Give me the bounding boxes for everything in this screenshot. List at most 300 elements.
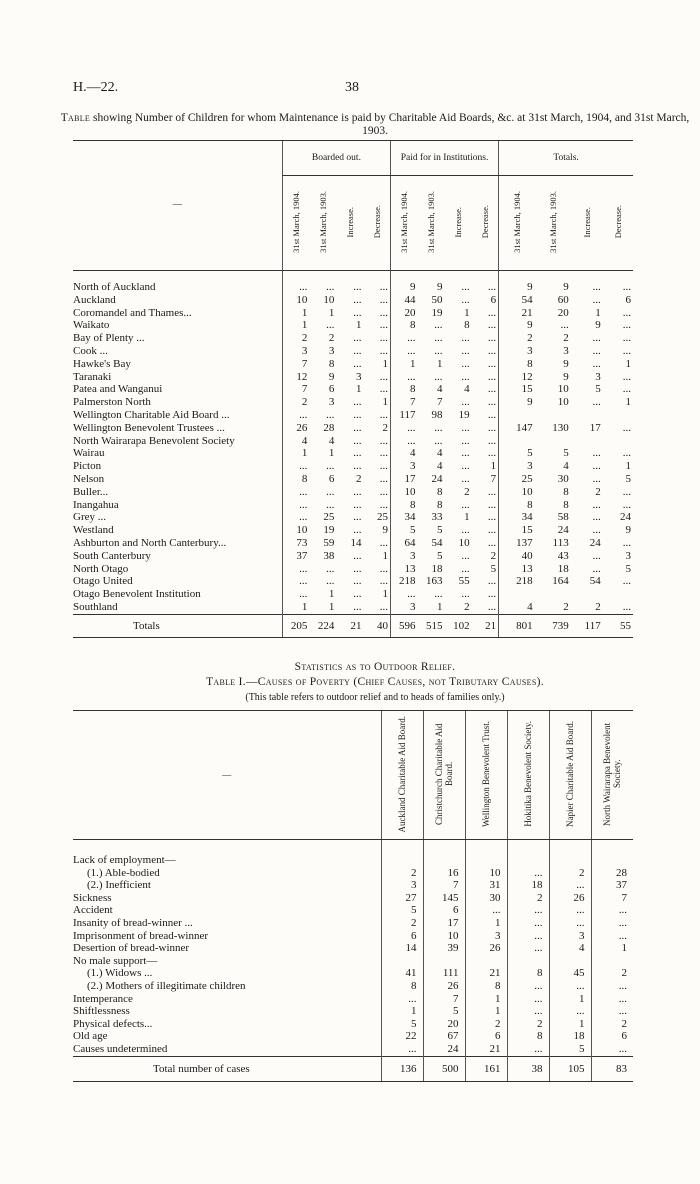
table-cell: ... bbox=[379, 370, 388, 383]
table-cell: ... bbox=[326, 460, 335, 473]
cause-name: Insanity of bread-winner ... bbox=[73, 916, 193, 929]
table-cell: ... bbox=[434, 370, 443, 383]
table-row bbox=[73, 383, 633, 396]
cause-name: No male support— bbox=[73, 954, 158, 967]
table-cell: ... bbox=[461, 332, 470, 345]
table-cell bbox=[465, 854, 507, 867]
total-cell: 40 bbox=[363, 614, 390, 637]
table-cell: ... bbox=[282, 511, 309, 524]
table-cell bbox=[591, 854, 633, 867]
table-row bbox=[73, 854, 633, 867]
table-cell: ... bbox=[461, 421, 470, 434]
table-cell: 25 bbox=[499, 473, 535, 486]
table-cell: 3 bbox=[390, 601, 417, 614]
table-cell bbox=[507, 854, 549, 867]
table-cell: ... bbox=[549, 980, 591, 993]
table-cell: 9 bbox=[499, 319, 535, 332]
table-cell: ... bbox=[487, 319, 497, 332]
table-cell: 54 bbox=[431, 536, 443, 549]
table-cell: 2 bbox=[591, 967, 633, 980]
table-cell: ... bbox=[487, 485, 497, 498]
table-cell: ... bbox=[379, 383, 388, 396]
table-cell: 25 bbox=[376, 511, 388, 524]
table-row bbox=[73, 307, 633, 320]
table-cell bbox=[549, 854, 591, 867]
table-cell: ... bbox=[487, 281, 497, 293]
table1-title-text: showing Number of Children for whom Maintenance is paid by Charitable Aid Boards, &c. at 31st March, 1904, and 31st March, 1903. bbox=[90, 112, 690, 137]
table-cell: 4 bbox=[437, 447, 443, 460]
table-cell: ... bbox=[622, 485, 631, 498]
district-name: Coromandel and Thames... bbox=[73, 306, 192, 319]
district-name: Wellington Charitable Aid Board ... bbox=[73, 408, 230, 421]
table-cell: ... bbox=[282, 575, 309, 588]
table-cell: 1 bbox=[382, 588, 388, 601]
table-cell: ... bbox=[592, 562, 601, 575]
table-cell: 9 bbox=[390, 281, 417, 294]
table-cell: 3 bbox=[390, 550, 417, 563]
table-cell: ... bbox=[353, 511, 362, 524]
table-cell: 5 bbox=[381, 904, 423, 917]
table-cell: 2 bbox=[464, 600, 470, 613]
cause-name: Accident bbox=[73, 904, 113, 917]
table-cell: ... bbox=[353, 281, 362, 293]
table-cell: ... bbox=[487, 396, 497, 409]
table-cell: 7 bbox=[390, 396, 417, 409]
table-cell: ... bbox=[390, 422, 417, 435]
table-row bbox=[73, 601, 633, 614]
column-header-label: 31st March, 1904. bbox=[399, 191, 410, 253]
district-name: Wellington Benevolent Trustees ... bbox=[73, 421, 225, 434]
table-cell: 2 bbox=[507, 892, 549, 905]
table-cell: 34 bbox=[499, 511, 535, 524]
table-cell: 8 bbox=[437, 485, 443, 498]
cause-name: Desertion of bread-winner bbox=[73, 942, 190, 955]
group-header-totals: Totals. bbox=[499, 141, 633, 176]
table-cell: 6 bbox=[328, 472, 335, 485]
table-cell: ... bbox=[379, 293, 388, 306]
table-cell: ... bbox=[353, 460, 362, 473]
table-cell: 3 bbox=[595, 370, 601, 383]
table-cell: 44 bbox=[390, 294, 417, 307]
table-cell: 1 bbox=[464, 306, 470, 319]
table-cell: ... bbox=[507, 1005, 549, 1018]
district-name: North Wairarapa Benevolent Society bbox=[73, 434, 235, 447]
table-cell: 2 bbox=[549, 867, 591, 880]
table-cell: 17 bbox=[390, 473, 417, 486]
table-cell: ... bbox=[461, 524, 470, 537]
table-cell: ... bbox=[282, 499, 309, 512]
table-cell: 1 bbox=[437, 357, 443, 370]
column-header-label: Increase. bbox=[344, 206, 355, 238]
table-cell: 9 bbox=[563, 370, 569, 383]
table-cell: 8 bbox=[381, 980, 423, 993]
table-cell: 1 bbox=[381, 1005, 423, 1018]
table-cell bbox=[499, 588, 535, 601]
table-cell: ... bbox=[487, 357, 497, 370]
table-cell: ... bbox=[461, 447, 470, 460]
group-header-institutions: Paid for in Institutions. bbox=[390, 141, 498, 176]
table-cell: ... bbox=[379, 562, 388, 575]
table-row bbox=[73, 396, 633, 409]
totals-row bbox=[73, 1056, 633, 1081]
table-cell: 2 bbox=[328, 332, 335, 345]
table-row bbox=[73, 917, 633, 930]
table-cell: 27 bbox=[381, 892, 423, 905]
table-cell bbox=[603, 588, 633, 601]
table-cell: ... bbox=[326, 485, 335, 498]
page-header bbox=[73, 80, 660, 96]
table-cell bbox=[423, 955, 465, 968]
cause-name: Causes undetermined bbox=[73, 1042, 168, 1055]
district-name: Picton bbox=[73, 460, 102, 473]
table-cell: 10 bbox=[465, 867, 507, 880]
table-cell: ... bbox=[487, 600, 497, 613]
table-cell: 5 bbox=[563, 447, 569, 460]
table-cell: 18 bbox=[431, 562, 443, 575]
total-cell: 55 bbox=[603, 614, 633, 637]
table-cell: ... bbox=[461, 460, 470, 473]
table-cell: 39 bbox=[423, 942, 465, 955]
table-cell: ... bbox=[461, 396, 470, 409]
column-header bbox=[390, 176, 417, 271]
total-cell: 801 bbox=[499, 614, 535, 637]
table-cell: 1 bbox=[328, 588, 335, 601]
totals-label: Total number of cases bbox=[73, 1056, 381, 1081]
table-cell: ... bbox=[507, 917, 549, 930]
table-cell: ... bbox=[379, 575, 388, 588]
table-cell: 20 bbox=[557, 306, 569, 319]
table-cell: ... bbox=[379, 319, 388, 332]
table-cell: 7 bbox=[423, 879, 465, 892]
total-cell: 105 bbox=[549, 1056, 591, 1081]
table-cell: 5 bbox=[549, 1043, 591, 1056]
table-cell: 1 bbox=[282, 447, 309, 460]
district-name: Cook ... bbox=[73, 344, 108, 357]
table-cell: ... bbox=[591, 930, 633, 943]
table-cell: 1 bbox=[464, 511, 470, 524]
table-cell: ... bbox=[487, 575, 497, 588]
table-cell: 6 bbox=[328, 383, 335, 396]
table-row bbox=[73, 967, 633, 980]
table-cell: 5 bbox=[381, 1018, 423, 1031]
totals-label: Totals bbox=[73, 614, 282, 637]
column-header-label: Decrease. bbox=[479, 205, 490, 239]
table-cell bbox=[499, 409, 535, 422]
table-cell: 26 bbox=[282, 422, 309, 435]
district-name: Nelson bbox=[73, 472, 105, 485]
table-cell: 218 bbox=[499, 575, 535, 588]
table-cell: ... bbox=[487, 536, 497, 549]
table-cell: ... bbox=[592, 293, 601, 306]
column-header bbox=[571, 176, 603, 271]
table-row bbox=[73, 358, 633, 371]
table-cell: ... bbox=[622, 344, 631, 357]
table-row bbox=[73, 930, 633, 943]
cause-name: (2.) Mothers of illegitimate children bbox=[87, 979, 246, 992]
table-cell: ... bbox=[381, 993, 423, 1006]
table-cell: ... bbox=[434, 421, 443, 434]
table-cell: ... bbox=[379, 447, 388, 460]
table-cell: 40 bbox=[499, 550, 535, 563]
district-name: Taranaki bbox=[73, 370, 112, 383]
table-cell: 54 bbox=[589, 575, 601, 588]
table-cell: ... bbox=[353, 588, 362, 601]
table-cell: ... bbox=[461, 498, 470, 511]
district-name: Hawke's Bay bbox=[73, 357, 131, 370]
table-cell: ... bbox=[487, 306, 497, 319]
table-cell: 137 bbox=[499, 537, 535, 550]
table-cell: 4 bbox=[563, 460, 569, 473]
table-cell: 10 bbox=[458, 536, 470, 549]
column-header bbox=[591, 711, 633, 840]
table-cell: 3 bbox=[499, 460, 535, 473]
table-cell: 1 bbox=[382, 396, 388, 409]
table-cell: 9 bbox=[563, 357, 569, 370]
table-cell: 21 bbox=[465, 967, 507, 980]
table-cell bbox=[465, 955, 507, 968]
table-cell: 3 bbox=[563, 344, 569, 357]
table-cell: ... bbox=[549, 879, 591, 892]
table-cell: 38 bbox=[323, 549, 335, 562]
table-cell: ... bbox=[379, 344, 388, 357]
district-name: Waikato bbox=[73, 319, 110, 332]
cause-name: Old age bbox=[73, 1030, 108, 1043]
column-header-label: Decrease. bbox=[612, 205, 623, 239]
table-cell: 43 bbox=[557, 549, 569, 562]
table-cell bbox=[603, 435, 633, 448]
table-cell: 60 bbox=[557, 293, 569, 306]
column-header-label: 31st March, 1904. bbox=[291, 191, 302, 253]
table-cell: 9 bbox=[382, 524, 388, 537]
table-cell: 41 bbox=[381, 967, 423, 980]
total-cell: 596 bbox=[390, 614, 417, 637]
table-cell: ... bbox=[434, 344, 443, 357]
table-cell: 7 bbox=[282, 383, 309, 396]
table-cell: 1 bbox=[437, 600, 443, 613]
table-row bbox=[73, 422, 633, 435]
column-header bbox=[363, 176, 390, 271]
table-cell: 1 bbox=[382, 549, 388, 562]
table-row bbox=[73, 409, 633, 422]
table-cell: ... bbox=[326, 498, 335, 511]
table-cell: 5 bbox=[595, 383, 601, 396]
total-cell: 136 bbox=[381, 1056, 423, 1081]
table-cell: 8 bbox=[563, 485, 569, 498]
district-name: Grey ... bbox=[73, 511, 106, 524]
table-cell: 24 bbox=[589, 536, 601, 549]
table-cell: 34 bbox=[390, 511, 417, 524]
table-cell: ... bbox=[487, 332, 497, 345]
table-cell: 1 bbox=[382, 357, 388, 370]
table-cell: 33 bbox=[431, 511, 443, 524]
table-cell: ... bbox=[549, 904, 591, 917]
column-header-label: Auckland Charitable Aid Board. bbox=[397, 715, 407, 833]
table-cell: ... bbox=[461, 472, 470, 485]
causes-of-poverty-table bbox=[73, 710, 633, 1082]
table-cell: 2 bbox=[563, 332, 569, 345]
table-cell: ... bbox=[461, 434, 470, 447]
table-cell: ... bbox=[591, 904, 633, 917]
table-row bbox=[73, 281, 633, 294]
table-cell: 6 bbox=[591, 1030, 633, 1043]
table-cell: 6 bbox=[423, 904, 465, 917]
total-cell: 224 bbox=[309, 614, 336, 637]
table-cell: ... bbox=[592, 357, 601, 370]
table-cell: 8 bbox=[390, 319, 417, 332]
table-cell: 98 bbox=[431, 408, 443, 421]
table-row bbox=[73, 904, 633, 917]
cause-name: Lack of employment— bbox=[73, 854, 176, 866]
table-cell: ... bbox=[379, 485, 388, 498]
table-row bbox=[73, 332, 633, 345]
table-cell: 20 bbox=[423, 1018, 465, 1031]
table-cell: ... bbox=[549, 917, 591, 930]
table-cell: ... bbox=[487, 344, 497, 357]
table-row bbox=[73, 955, 633, 968]
table-cell: ... bbox=[282, 460, 309, 473]
table-cell: 9 bbox=[499, 396, 535, 409]
table1-title bbox=[60, 112, 690, 138]
table-cell: 2 bbox=[381, 917, 423, 930]
table-cell: ... bbox=[390, 435, 417, 448]
table-row bbox=[73, 980, 633, 993]
table-cell: ... bbox=[353, 293, 362, 306]
table-cell: ... bbox=[622, 575, 631, 588]
children-maintenance-table bbox=[73, 140, 633, 638]
table-cell: 7 bbox=[282, 358, 309, 371]
table-row bbox=[73, 345, 633, 358]
table-cell: 8 bbox=[390, 499, 417, 512]
district-name: Otago Benevolent Institution bbox=[73, 588, 201, 601]
table-cell: ... bbox=[461, 370, 470, 383]
table-cell bbox=[381, 955, 423, 968]
table-cell: 1 bbox=[282, 307, 309, 320]
table-cell: 1 bbox=[465, 917, 507, 930]
table-cell: 130 bbox=[552, 421, 569, 434]
table-cell: ... bbox=[507, 930, 549, 943]
table-cell: ... bbox=[592, 549, 601, 562]
district-name: Ashburton and North Canterbury... bbox=[73, 536, 227, 549]
table-cell: ... bbox=[379, 472, 388, 485]
table-cell: 2 bbox=[355, 472, 362, 485]
table-cell: 2 bbox=[507, 1018, 549, 1031]
table-row bbox=[73, 294, 633, 307]
table-cell: ... bbox=[326, 575, 335, 588]
table-row bbox=[73, 499, 633, 512]
table-cell bbox=[549, 955, 591, 968]
table-cell: ... bbox=[622, 447, 631, 460]
table-cell: 8 bbox=[507, 967, 549, 980]
table-cell: 4 bbox=[499, 601, 535, 614]
table-cell: 1 bbox=[625, 396, 631, 409]
table-cell: 59 bbox=[323, 536, 335, 549]
table-cell: 1 bbox=[355, 383, 362, 396]
table-cell: 2 bbox=[382, 421, 388, 434]
table-cell: 1 bbox=[328, 447, 335, 460]
table-cell bbox=[381, 854, 423, 867]
table-cell: 5 bbox=[625, 472, 631, 485]
table-cell: 3 bbox=[355, 370, 362, 383]
table-cell: ... bbox=[461, 357, 470, 370]
table-cell: 7 bbox=[423, 993, 465, 1006]
district-name: North of Auckland bbox=[73, 281, 156, 293]
table-cell: ... bbox=[622, 319, 631, 332]
table-cell: 9 bbox=[437, 281, 443, 293]
table-cell: ... bbox=[592, 332, 601, 345]
table-cell: 20 bbox=[390, 307, 417, 320]
table-row bbox=[73, 550, 633, 563]
table-cell: 5 bbox=[423, 1005, 465, 1018]
table-cell: ... bbox=[353, 549, 362, 562]
table-cell: 1 bbox=[625, 460, 631, 473]
table-cell: 2 bbox=[465, 1018, 507, 1031]
table-cell: 28 bbox=[591, 867, 633, 880]
table-cell: 5 bbox=[390, 524, 417, 537]
column-header-label: 31st March, 1903. bbox=[547, 191, 558, 253]
table-cell: 145 bbox=[423, 892, 465, 905]
district-name: Bay of Plenty ... bbox=[73, 332, 145, 345]
table-cell: ... bbox=[487, 434, 497, 447]
table-cell: ... bbox=[282, 409, 309, 422]
table-row bbox=[73, 1030, 633, 1043]
table-cell: ... bbox=[591, 917, 633, 930]
district-name: Auckland bbox=[73, 293, 116, 306]
table2-stub-header: — bbox=[73, 711, 381, 840]
table-row bbox=[73, 1005, 633, 1018]
table-cell: 3 bbox=[390, 460, 417, 473]
table-row bbox=[73, 435, 633, 448]
table-row bbox=[73, 575, 633, 588]
table-cell: 14 bbox=[350, 536, 362, 549]
table-cell: 8 bbox=[437, 498, 443, 511]
table-cell: 8 bbox=[464, 319, 470, 332]
table-cell: ... bbox=[507, 980, 549, 993]
table-cell: ... bbox=[487, 588, 497, 601]
total-cell: 102 bbox=[445, 614, 472, 637]
table-cell: 58 bbox=[557, 511, 569, 524]
table-cell: 1 bbox=[465, 1005, 507, 1018]
table2-label: Table I.—Causes of Poverty (Chief Causes, not Tributary Causes). bbox=[206, 676, 544, 688]
table-cell: 14 bbox=[381, 942, 423, 955]
table-cell: 10 bbox=[423, 930, 465, 943]
table-cell: 18 bbox=[557, 562, 569, 575]
total-cell: 117 bbox=[571, 614, 603, 637]
table-cell: 1 bbox=[549, 993, 591, 1006]
table-cell bbox=[535, 409, 571, 422]
table-cell: 1 bbox=[595, 306, 601, 319]
column-header-label: Increase. bbox=[453, 206, 464, 238]
table-cell: 4 bbox=[549, 942, 591, 955]
table-cell: ... bbox=[379, 281, 388, 293]
cause-name: Shiftlessness bbox=[73, 1005, 130, 1018]
cause-name: Sickness bbox=[73, 891, 112, 904]
table-cell: ... bbox=[353, 562, 362, 575]
table-row bbox=[73, 563, 633, 576]
table-row bbox=[73, 1043, 633, 1056]
table-cell: ... bbox=[592, 344, 601, 357]
column-header bbox=[465, 711, 507, 840]
table-cell: ... bbox=[592, 396, 601, 409]
district-name: Southland bbox=[73, 600, 118, 613]
table-cell: ... bbox=[507, 942, 549, 955]
total-cell: 161 bbox=[465, 1056, 507, 1081]
table-cell: 28 bbox=[323, 421, 335, 434]
table-cell: 21 bbox=[465, 1043, 507, 1056]
table-cell: 4 bbox=[328, 434, 335, 447]
table-cell: ... bbox=[461, 549, 470, 562]
table-cell: ... bbox=[353, 575, 362, 588]
section-heading: Statistics as to Outdoor Relief. bbox=[294, 661, 456, 673]
